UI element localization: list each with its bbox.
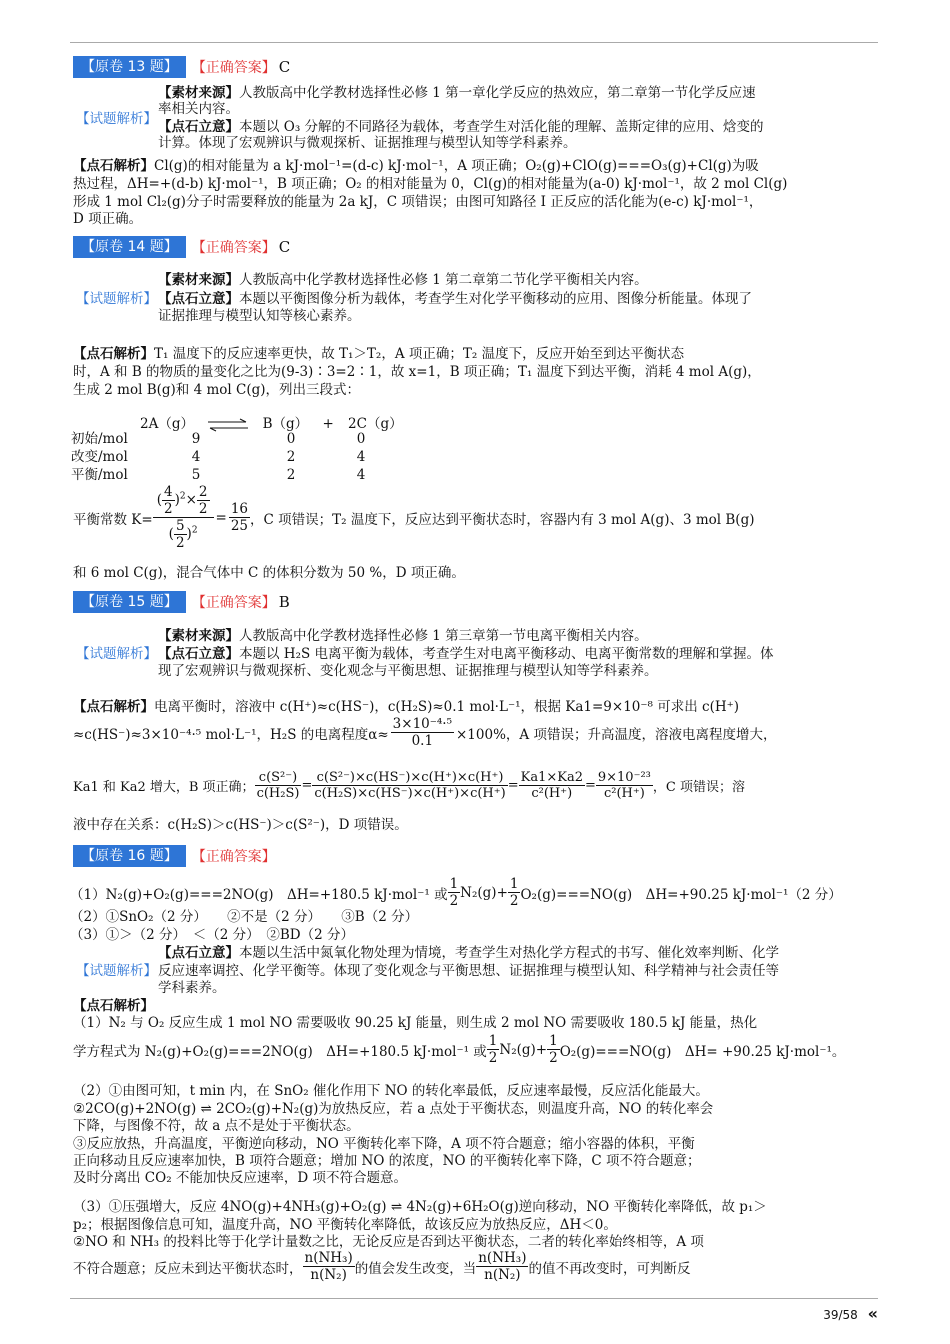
q15-answer-label: 【正确答案】 [191,595,276,611]
q16-ratio-1: $\frac{\text{n(NH₃)}}{\text{n(N₂)}}$ [304,1250,353,1283]
q13-explain-4: D 项正确。 [73,211,143,227]
table-cell: 5 [191,467,201,483]
table-cell: 平衡/mol [71,467,128,483]
q15-alpha-fraction: $\frac{\text{3×10⁻⁴·⁵}}{0.1}$ [392,716,452,749]
top-rule [70,42,878,43]
q14-point: 【点石立意】本题以平衡图像分析为载体，考查学生对化学平衡移动的应用、图像分析能量。体现了 [158,291,752,307]
q16-e2-4: ③反应放热，升高温度，平衡逆向移动，NO 平衡转化率下降，A 项不符合题意；缩小容器的体积，平衡 [73,1136,695,1152]
q16-answer-3: （3）①＞（2 分） ＜（2 分） ②BD（2 分） [70,927,354,943]
q16-e1-half-2: $\frac{1}{2}$ [549,1033,558,1066]
q14-point-cont: 证据推理与模型认知等核心素养。 [158,308,361,324]
q16-e2-6: 及时分离出 CO₂ 不能加快反应速率，D 项不符合题意。 [73,1170,408,1186]
table-cell: 4 [356,467,366,483]
q16-e3-1: （3）①压强增大，反应 4NO(g)+4NH₃(g)+O₂(g) ⇌ 4N₂(g)+6H₂O(g)逆向移动，NO 平衡转化率降低，故 p₁＞ [73,1199,767,1215]
q15-explain: 【点石解析】电离平衡时，溶液中 c(H⁺)≈c(HS⁻)，c(H₂S)≈0.1 mol·L⁻¹，根据 Ka1=9×10⁻⁸ 可求出 c(H⁺) [73,699,739,715]
table-cell: 改变/mol [71,449,128,465]
q13-badge: 【原卷 13 题】 [73,56,186,78]
q16-e3-4: 不符合题意；反应未到达平衡状态时， $\frac{\text{n(NH₃)}}{\text{n(N₂)}}$ 的值会发生改变，当 $\frac{\text{n(NH₃)}}{\text{n(N₂)}}$ 的值不再改变时，可判断反 [73,1250,691,1283]
q13-source-cont: 率相关内容。 [158,101,239,117]
q16-analysis-label: 【试题解析】 [76,963,157,979]
q15-point-cont: 现了宏观辨识与微观探析、变化观念与平衡思想、证据推理与模型认知等学科素养。 [158,663,658,679]
q14-k-after: ，C 项错误；T₂ 温度下，反应达到平衡状态时，容器内有 3 mol A(g)、3 mol B(g) [250,511,755,528]
q15-explain-2: ≈c(HS⁻)≈3×10⁻⁴·⁵ mol·L⁻¹，H₂S 的电离程度α≈ $\frac{\text{3×10⁻⁴·⁵}}{0.1}$ ×100%，A 项错误；升高温度，溶液电离程度增大， [73,716,777,749]
q16-e2-1: （2）①由图可知，t min 内，在 SnO₂ 催化作用下 NO 的转化率最低，反应速率最慢，反应活化能最大。 [73,1083,709,1099]
q16-header [73,845,276,867]
table-row [71,430,391,448]
q16-half-2: $\frac{1}{2}$ [509,876,519,909]
q15-ratio-4: $\frac{\text{9×10⁻²³}}{\text{c²(H⁺)}}$ [597,770,651,801]
q14-header [73,236,290,258]
q16-ratio-2: $\frac{\text{n(NH₃)}}{\text{n(N₂)}}$ [478,1250,527,1283]
q15-ratio-2: $\frac{\text{c(S²⁻)×c(HS⁻)×c(H⁺)×c(H⁺)}}{\text{c(H₂S)×c(HS⁻)×c(H⁺)×c(H⁺)}}$ [314,770,506,801]
q14-equation [140,412,403,432]
q14-k-expression [73,484,754,551]
table-row [71,448,391,466]
q16-e3-2: p₂；根据图像信息可知，温度升高，NO 平衡转化率降低，故该反应为放热反应，ΔH＜0。 [73,1217,617,1233]
q16-e1-2: 学方程式为 N₂(g)+O₂(g)===2NO(g) ΔH=+180.5 kJ·mol⁻¹ 或 $\frac{1}{2}$ N₂(g)+ $\frac{1}{2}$ O₂(g)===NO(g) ΔH= +90.25 kJ·mol⁻¹。 [73,1033,846,1066]
q13-answer: C [278,58,291,76]
q16-explain-label: 【点石解析】 [73,998,154,1014]
q14-k-prefix: 平衡常数 K= [73,511,153,528]
q16-point: 【点石立意】本题以生活中氮氧化物处理为情境，考查学生对热化学方程式的书写、催化效率判断、化学 [158,945,779,961]
q14-answer-label: 【正确答案】 [191,240,276,256]
q16-e3-3: ②NO 和 NH₃ 的投料比等于化学计量数之比，无论反应是否到达平衡状态，二者的转化率始终相等，A 项 [73,1234,704,1250]
q13-point: 【点石立意】本题以 O₃ 分解的不同路径为载体，考查学生对活化能的理解、盖斯定律的应用、焓变的 [158,119,764,135]
q14-eq-product-b: B（g） [262,416,309,432]
q16-half-1: $\frac{1}{2}$ [449,876,459,909]
q15-source: 【素材来源】人教版高中化学教材选择性必修 1 第三章第一节电离平衡相关内容。 [158,628,648,644]
q16-e2-5: 正向移动且反应速率加快，B 项符合题意；增加 NO 的浓度，NO 的平衡转化率下降，C 项不符合题意； [73,1153,701,1169]
q16-badge: 【原卷 16 题】 [73,845,186,867]
q13-answer-label: 【正确答案】 [191,60,276,76]
table-cell: 2 [286,467,296,483]
table-row [71,466,391,484]
q16-e1-half-1: $\frac{1}{2}$ [488,1033,498,1066]
table-cell: 初始/mol [71,431,128,447]
q16-e2-3: 下降，与图像不符，故 a 点不是处于平衡状态。 [73,1118,360,1134]
q16-answer-1: （1）N₂(g)+O₂(g)===2NO(g) ΔH=+180.5 kJ·mol⁻¹ 或 $\frac{1}{2}$ N₂(g)+ $\frac{1}{2}$ O₂(g)===NO(g) ΔH=+90.25 kJ·mol⁻¹（2 分） [70,876,842,909]
q14-answer: C [278,238,291,256]
q14-eq-reactant: 2A（g） [140,416,194,432]
q14-explain-last: 和 6 mol C(g)，混合气体中 C 的体积分数为 50 %，D 项正确。 [73,565,465,581]
q14-explain-3: 生成 2 mol B(g)和 4 mol C(g)，列出三段式： [73,382,361,398]
page-footer [823,1304,878,1323]
q14-k-eq: = [215,509,227,526]
q15-explain-3: Ka1 和 Ka2 增大，B 项正确； $\frac{\text{c(S²⁻)}}{\text{c(H₂S)}}$ = $\frac{\text{c(S²⁻)×c(HS⁻)×c(H⁺)×c(H⁺)}}{\text{c(H₂S)×c(HS⁻)×c(H⁺)×c(H⁺)}}$ = $\frac{Ka1\times Ka2}{\text{c²(H⁺)}}$ = $\frac{\text{9×10⁻²³}}{\text{c²(H⁺)}}$ ，C 项错误；溶 [73,770,745,801]
q15-ratio-3: $\frac{Ka1\times Ka2}{\text{c²(H⁺)}}$ [520,770,583,801]
table-cell: 4 [356,449,366,465]
q14-k-fraction: ( $\frac{4}{2}$ )$^2$× $\frac{2}{2}$ ( $\frac{5}{2}$ )$^2$ [153,484,214,551]
q14-analysis-label: 【试题解析】 [76,291,157,307]
q15-analysis-label: 【试题解析】 [76,646,157,662]
q13-explain: 【点石解析】Cl(g)的相对能量为 a kJ·mol⁻¹=(d-c) kJ·mol⁻¹，A 项正确；O₂(g)+ClO(g)===O₃(g)+Cl(g)为吸 [73,158,759,174]
q14-badge: 【原卷 14 题】 [73,236,186,258]
q16-point-cont-2: 学科素养。 [158,980,226,996]
q15-answer: B [278,593,290,611]
q15-badge: 【原卷 15 题】 [73,591,186,613]
q14-source: 【素材来源】人教版高中化学教材选择性必修 1 第二章第二节化学平衡相关内容。 [158,272,648,288]
q14-explain-2: 时，A 和 B 的物质的量变化之比为(9-3)∶3=2∶1，故 x=1，B 项正确；T₁ 温度下到达平衡，消耗 4 mol A(g)， [73,364,761,380]
q14-ice-table [71,430,391,484]
q16-e1: （1）N₂ 与 O₂ 反应生成 1 mol NO 需要吸收 90.25 kJ 能量，则生成 2 mol NO 需要吸收 180.5 kJ 能量，热化 [73,1015,758,1031]
q13-explain-2: 热过程，ΔH=+(d-b) kJ·mol⁻¹，B 项正确；O₂ 的相对能量为 0，Cl(g)的相对能量为(a-0) kJ·mol⁻¹，故 2 mol Cl(g) [73,176,788,192]
q14-eq-plus: + [322,416,334,432]
q13-header [73,56,290,78]
table-cell: 4 [191,449,201,465]
table-cell: 2 [286,449,296,465]
q16-answer-label: 【正确答案】 [191,849,276,865]
q15-ratio-1: $\frac{\text{c(S²⁻)}}{\text{c(H₂S)}}$ [256,770,300,801]
q15-explain-4: 液中存在关系：c(H₂S)＞c(HS⁻)＞c(S²⁻)，D 项错误。 [73,817,408,833]
q15-point: 【点石立意】本题以 H₂S 电离平衡为载体，考查学生对电离平衡移动、电离平衡常数的理解和掌握。体 [158,646,774,662]
q16-answer-2: （2）①SnO₂（2 分） ②不是（2 分） ③B（2 分） [70,909,419,925]
q16-e2-2: ②2CO(g)+2NO(g) ⇌ 2CO₂(g)+N₂(g)为放热反应，若 a 点处于平衡状态，则温度升高，NO 的转化率会 [73,1101,714,1117]
q16-point-cont: 反应速率调控、化学平衡等。体现了变化观念与平衡思想、证据推理与模型认知、科学精神与社会责任等 [158,963,779,979]
table-cell: 0 [356,431,366,447]
prev-page-icon[interactable]: « [867,1304,878,1323]
q14-explain: 【点石解析】T₁ 温度下的反应速率更快，故 T₁＞T₂，A 项正确；T₂ 温度下，反应开始至到达平衡状态 [73,346,685,362]
q13-analysis-label: 【试题解析】 [76,111,157,127]
table-cell: 9 [191,431,201,447]
q14-k-result: $\frac{16}{25}$ [230,501,248,534]
q15-header [73,591,290,613]
q13-source: 【素材来源】人教版高中化学教材选择性必修 1 第一章化学反应的热效应，第二章第一节化学反应速 [158,85,756,101]
table-cell: 0 [286,431,296,447]
q13-point-cont: 计算。体现了宏观辨识与微观探析、证据推理与模型认知等学科素养。 [158,135,577,151]
bottom-rule [70,1298,878,1299]
q13-explain-3: 形成 1 mol Cl₂(g)分子时需要释放的能量为 2a kJ，C 项错误；由图可知路径 Ⅰ 正反应的活化能为(e-c) kJ·mol⁻¹， [73,194,763,210]
page-number: 39/58 [823,1308,858,1322]
q14-eq-product-c: 2C（g） [348,416,403,432]
